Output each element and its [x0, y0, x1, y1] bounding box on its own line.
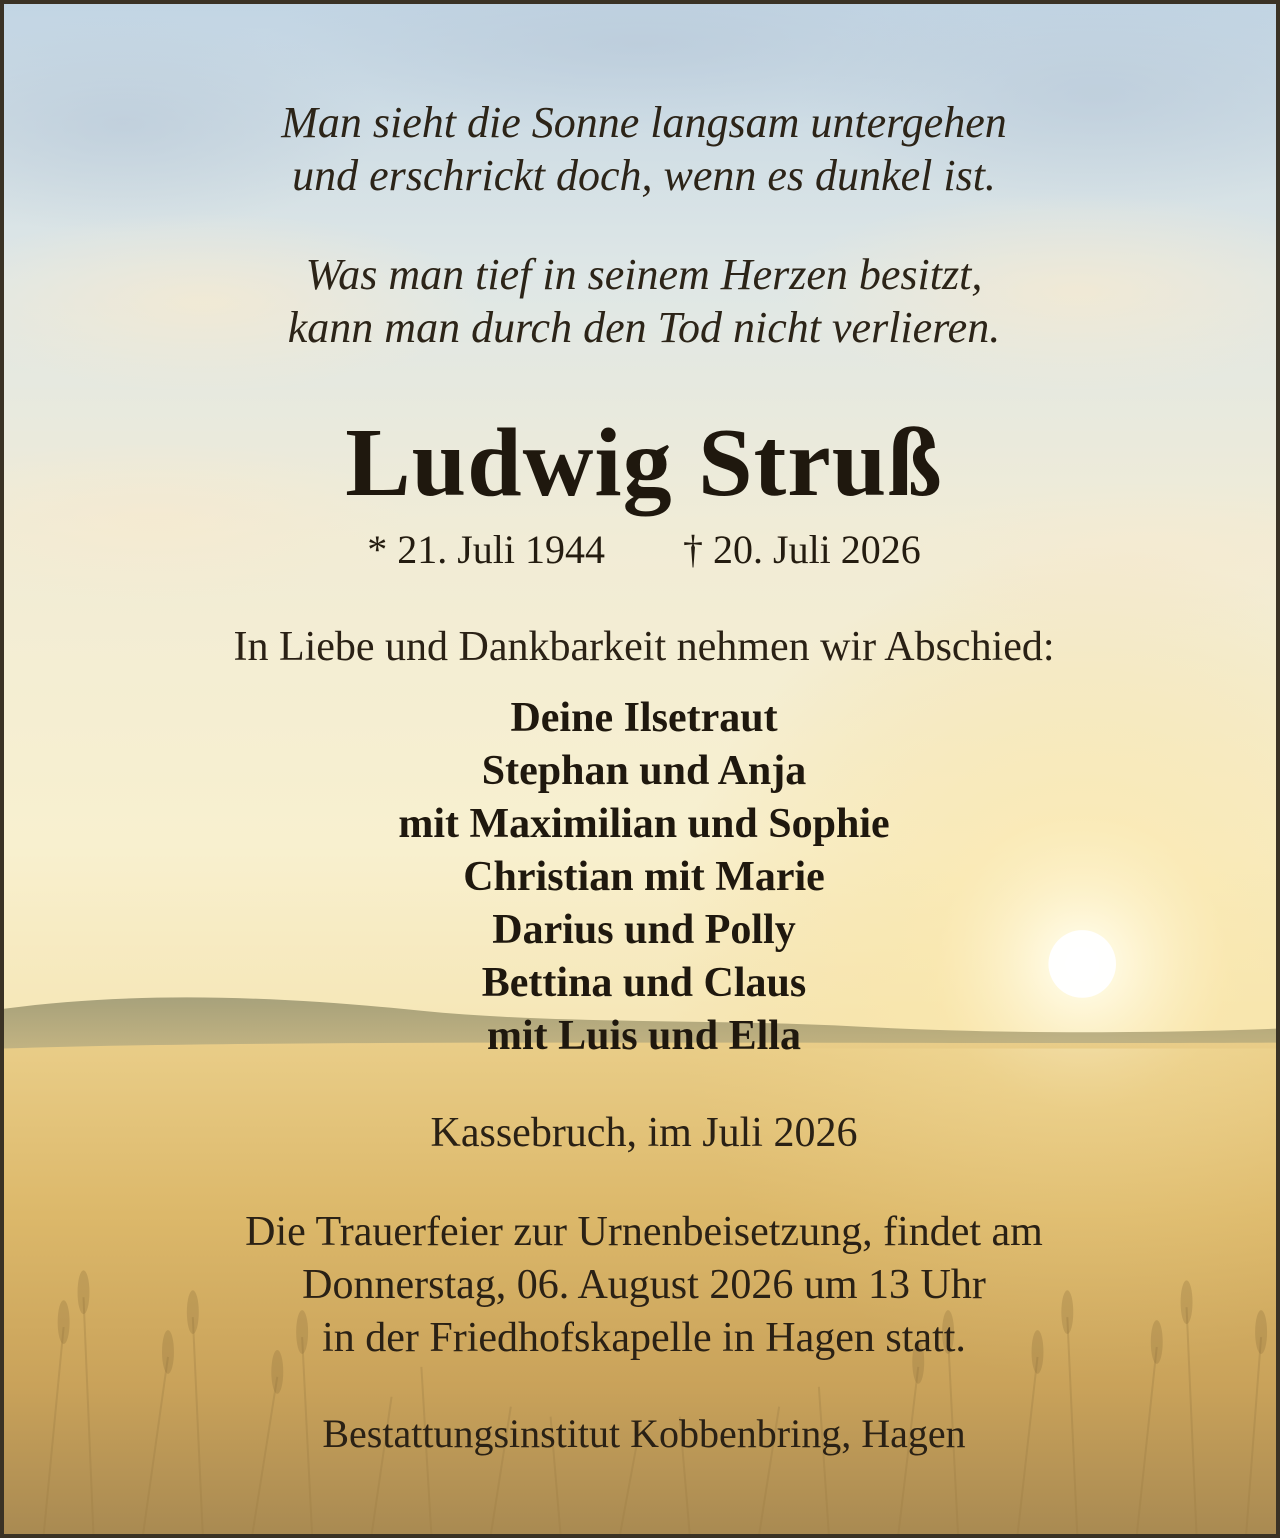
farewell-intro: In Liebe und Dankbarkeit nehmen wir Abschied:: [233, 624, 1055, 670]
quote-line: kann man durch den Tod nicht verlieren.: [287, 303, 1001, 352]
mourner-line: Christian mit Marie: [463, 854, 825, 900]
death-date: † 20. Juli 2026: [683, 527, 921, 572]
quote-line: Was man tief in seinem Herzen besitzt,: [305, 250, 983, 299]
mourner-line: Bettina und Claus: [481, 960, 807, 1006]
quote-line: Man sieht die Sonne langsam untergehen: [281, 98, 1007, 147]
service-line: Donnerstag, 06. August 2026 um 13 Uhr: [302, 1262, 986, 1308]
mourner-line: mit Luis und Ella: [487, 1013, 801, 1059]
life-dates: [4, 527, 1280, 572]
mourner-line: Deine Ilsetraut: [510, 695, 778, 741]
service-line: Die Trauerfeier zur Urnenbeisetzung, findet am: [245, 1209, 1043, 1255]
service-line: in der Friedhofskapelle in Hagen statt.: [322, 1315, 966, 1361]
mourner-line: Darius und Polly: [492, 907, 796, 953]
birth-date: * 21. Juli 1944: [367, 527, 605, 572]
mourner-line: Stephan und Anja: [481, 748, 807, 794]
notice-text: [4, 4, 1280, 1538]
undertaker: Bestattungsinstitut Kobbenbring, Hagen: [322, 1411, 966, 1456]
deceased-name: Ludwig Struß: [345, 409, 943, 517]
place-date: Kassebruch, im Juli 2026: [430, 1110, 858, 1156]
mourner-line: mit Maximilian und Sophie: [398, 801, 890, 847]
quote-line: und erschrickt doch, wenn es dunkel ist.: [292, 151, 996, 200]
